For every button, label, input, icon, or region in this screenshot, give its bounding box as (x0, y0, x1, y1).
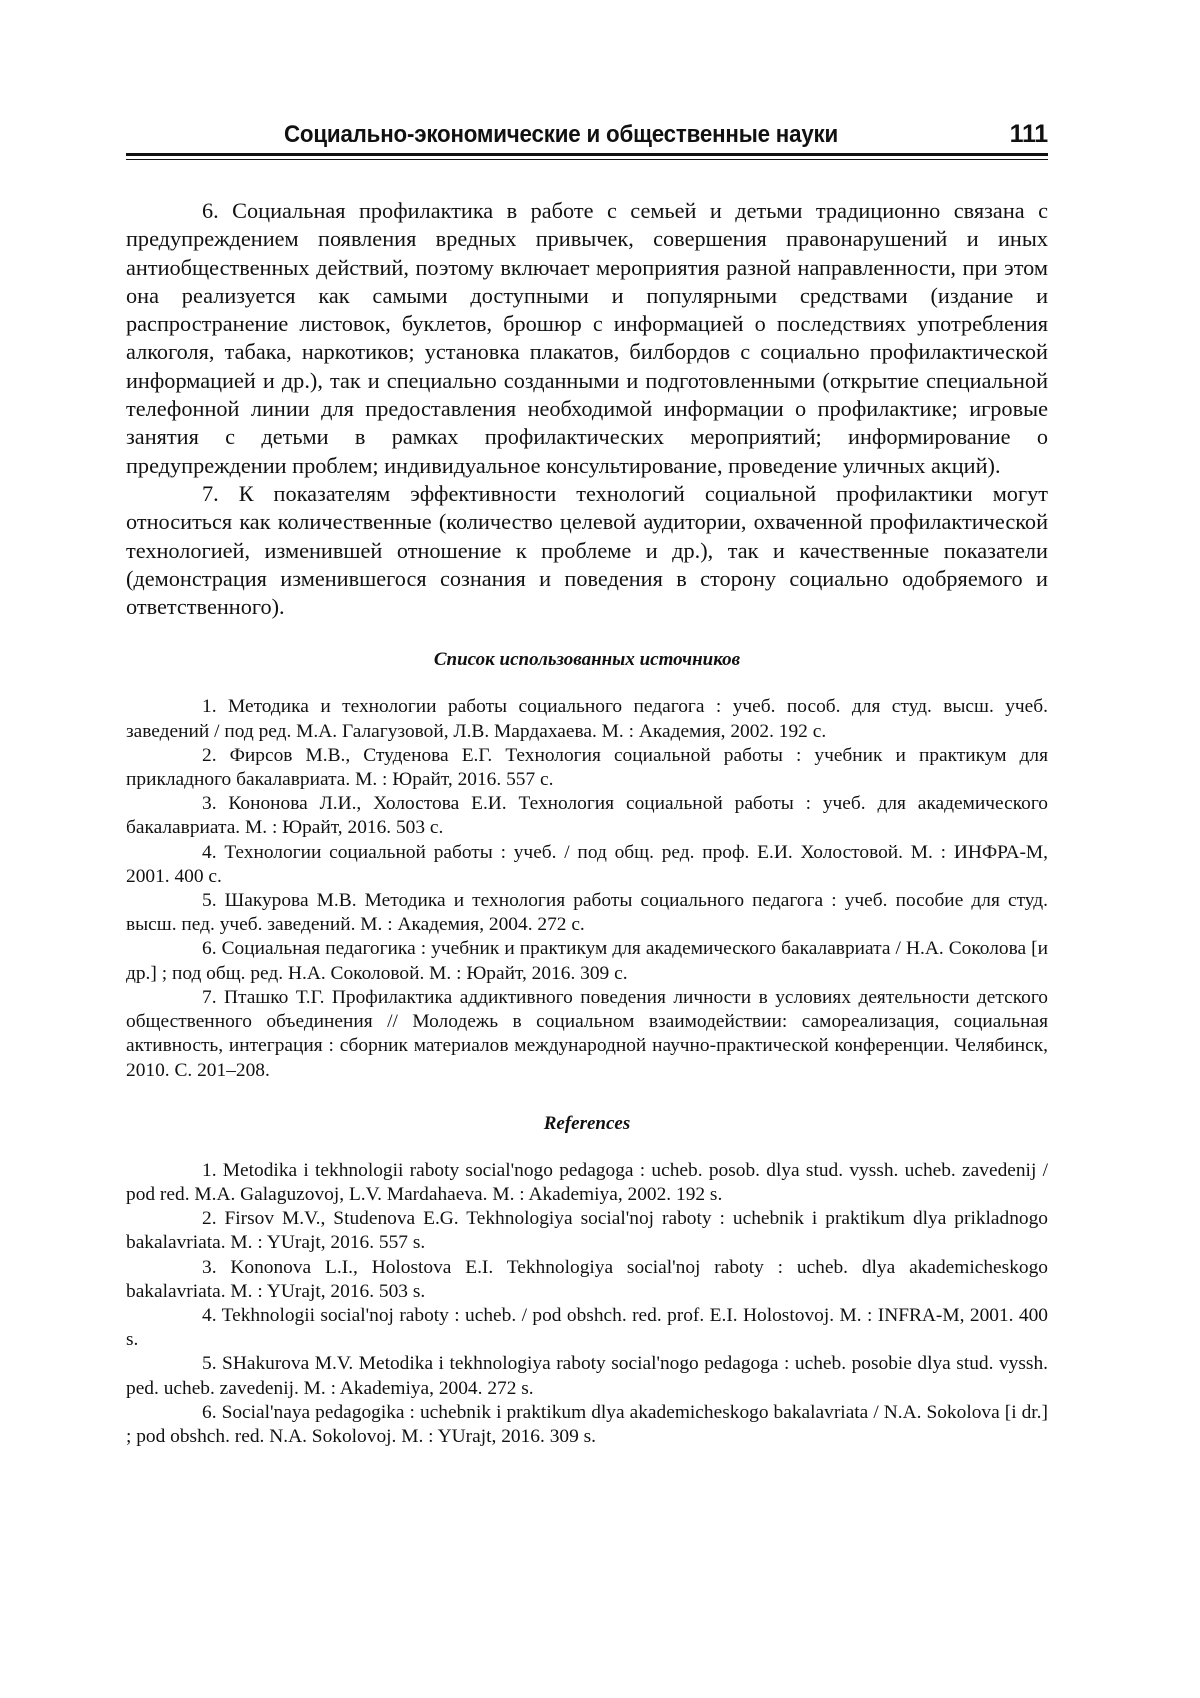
body-paragraph: 7. К показателям эффективности технологий социальной профилактики могут относиться как количественные (количество целевой аудитории, охваченной профилактической технологией, изменившей отношение к проблеме и др.), так и качественные показатели (демонстрация изменившегося сознания и поведения в сторону социально одобряемого и ответственного). (126, 480, 1048, 620)
article-body (126, 197, 1048, 621)
reference-item: 1. Metodika i tekhnologii raboty social'nogo pedagoga : ucheb. posob. dlya stud. vyssh. ucheb. zavedenij / pod red. M.A. Galaguzovoj, L.V. Mardahaeva. M. : Akademiya, 2002. 192 s. (126, 1159, 1048, 1205)
reference-item: 5. SHakurova M.V. Metodika i tekhnologiya raboty social'nogo pedagoga : ucheb. posobie dlya stud. vyssh. ped. ucheb. zavedenij. M. : Akademiya, 2004. 272 s. (126, 1353, 1048, 1399)
sources-heading: Список использованных источников (433, 649, 741, 671)
references-list (126, 1159, 1048, 1449)
references-heading: References (543, 1112, 631, 1134)
journal-title: Социально-экономические и общественные науки (284, 121, 839, 148)
reference-item: 3. Kononova L.I., Holostova E.I. Tekhnologiya social'noj raboty : ucheb. dlya akademicheskogo bakalavriata. M. : YUrajt, 2016. 503 s. (126, 1256, 1048, 1302)
running-head (126, 118, 1048, 152)
source-item: 1. Методика и технологии работы социального педагога : учеб. пособ. для студ. высш. учеб. заведений / под ред. М.А. Галагузовой, Л.В. Мардахаева. М. : Академия, 2002. 192 с. (126, 696, 1048, 742)
reference-item: 6. Social'naya pedagogika : uchebnik i praktikum dlya akademicheskogo bakalavriata / N.A. Sokolova [i dr.] ; pod obshch. red. N.A. Sokolovoj. M. : YUrajt, 2016. 309 s. (126, 1401, 1048, 1447)
page-number: 111 (1009, 120, 1048, 148)
page (126, 118, 1048, 1449)
source-item: 2. Фирсов М.В., Студенова Е.Г. Технология социальной работы : учебник и практикум для прикладного бакалавриата. М. : Юрайт, 2016. 557 с. (126, 744, 1048, 791)
body-paragraph: 6. Социальная профилактика в работе с семьей и детьми традиционно связана с предупреждением появления вредных привычек, совершения правонарушений и иных антиобщественных действий, поэтому включает мероприятия разной направленности, при этом она реализуется как самыми доступными и популярными средствами (издание и распространение листовок, буклетов, брошюр с информацией о последствиях употребления алкоголя, табака, наркотиков; установка плакатов, билбордов с социально профилактической информацией и др.), так и специально созданными и подготовленными (открытие специальной телефонной линии для предоставления необходимой информации о профилактике; игровые занятия с детьми в рамках профилактических мероприятий; информирование о предупреждении проблем; индивидуальное консультирование, проведение уличных акций). (126, 198, 1048, 478)
source-item: 3. Кононова Л.И., Холостова Е.И. Технология социальной работы : учеб. для академического бакалавриата. М. : Юрайт, 2016. 503 с. (126, 793, 1048, 839)
source-item: 6. Социальная педагогика : учебник и практикум для академического бакалавриата / Н.А. Соколова [и др.] ; под общ. ред. Н.А. Соколовой. М. : Юрайт, 2016. 309 с. (126, 938, 1048, 984)
sources-list (126, 695, 1048, 1082)
reference-item: 4. Tekhnologii social'noj raboty : ucheb. / pod obshch. red. prof. E.I. Holostovoj. M. : INFRA-M, 2001. 400 s. (126, 1304, 1048, 1351)
header-rule-thick (126, 153, 1048, 156)
reference-item: 2. Firsov M.V., Studenova E.G. Tekhnologiya social'noj raboty : uchebnik i praktikum dlya prikladnogo bakalavriata. M. : YUrajt, 2016. 557 s. (126, 1208, 1048, 1254)
source-item: 4. Технологии социальной работы : учеб. / под общ. ред. проф. Е.И. Холостовой. М. : ИНФРА-М, 2001. 400 с. (126, 841, 1048, 887)
source-item: 7. Пташко Т.Г. Профилактика аддиктивного поведения личности в условиях деятельности детского общественного объединения // Молодежь в социальном взаимодействии: самореализация, социальная активность, интеграция : сборник материалов международной научно-практической конференции. Челябинск, 2010. С. 201–208. (126, 986, 1048, 1081)
header-rule-thin (126, 159, 1048, 160)
source-item: 5. Шакурова М.В. Методика и технология работы социального педагога : учеб. пособие для студ. высш. пед. учеб. заведений. М. : Академия, 2004. 272 с. (126, 890, 1048, 936)
